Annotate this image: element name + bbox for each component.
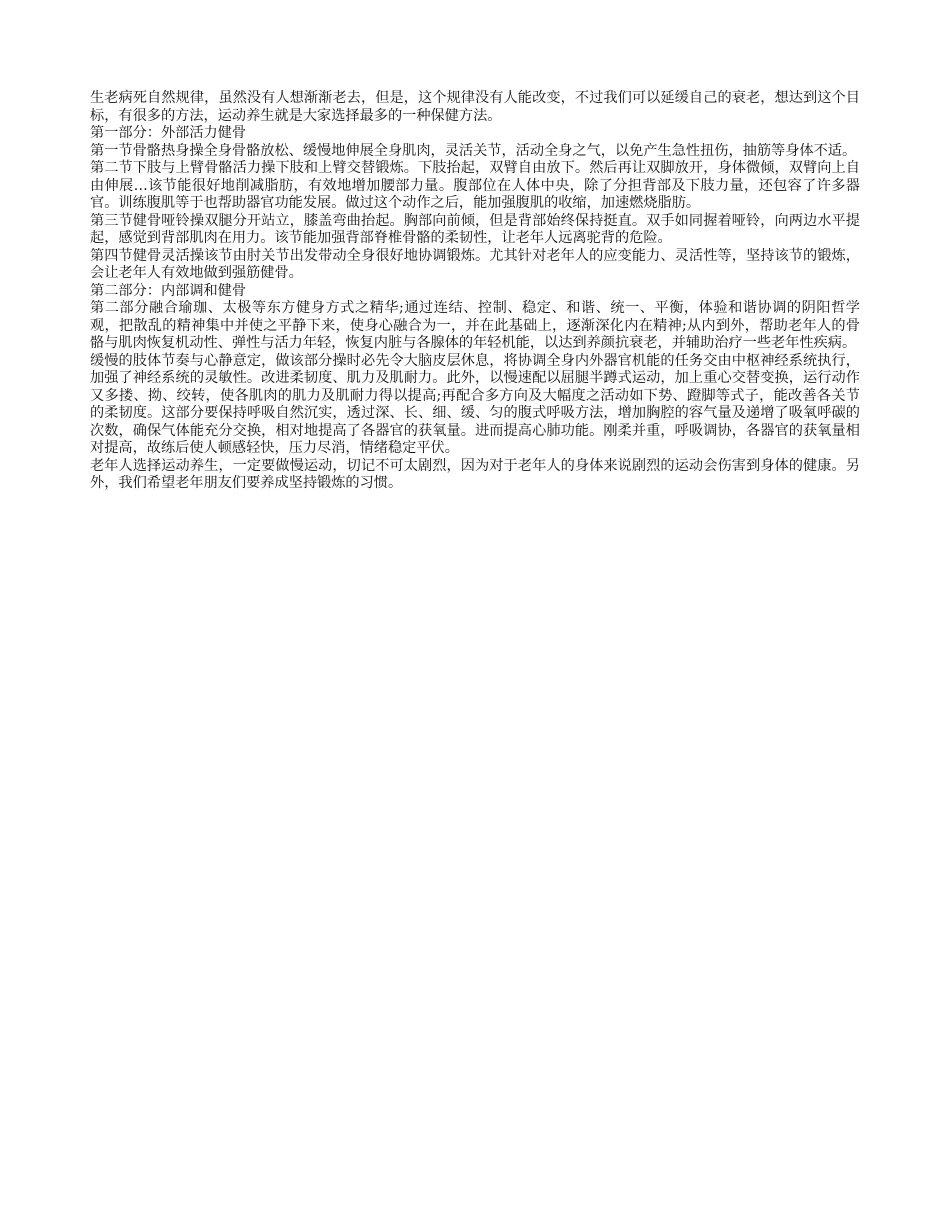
paragraph-section-1: 第一节骨骼热身操全身骨骼放松、缓慢地伸展全身肌肉，灵活关节，活动全身之气，以免产生急性扭伤，抽筋等身体不适。 <box>90 142 857 159</box>
section-heading-part-one: 第一部分：外部活力健骨 <box>90 125 247 141</box>
paragraph-section-3: 第三节健骨哑铃操双腿分开站立，膝盖弯曲抬起。胸部向前倾，但是背部始终保持挺直。双手如同握着哑铃，向两边水平提起，感觉到背部肌肉在用力。该节能加强背部脊椎骨骼的柔韧性，让老年人远离驼背的危险。 <box>90 212 860 246</box>
paragraph-conclusion: 老年人选择运动养生，一定要做慢运动，切记不可太剧烈，因为对于老年人的身体来说剧烈的运动会伤害到身体的健康。另外，我们希望老年朋友们要养成坚持锻炼的习惯。 <box>90 457 860 491</box>
paragraph-slow-movement: 缓慢的肢体节奏与心静意定，做该部分操时必先令大脑皮层休息，将协调全身内外器官机能的任务交由中枢神经系统执行，加强了神经系统的灵敏性。改进柔韧度、肌力及肌耐力。此外，以慢速配以屈腿半蹲式运动，加上重心交替变换，运行动作又多搂、拗、绞转，使各肌肉的肌力及肌耐力得以提高;再配合多方向及大幅度之活动如下势、蹬脚等式子，能改善各关节的柔韧度。这部分要保持呼吸自然沉实，透过深、长、细、缓、匀的腹式呼吸方法，增加胸腔的容气量及递增了吸氧呼碳的次数，确保气体能充分交换，相对地提高了各器官的获氧量。进而提高心肺功能。刚柔并重，呼吸调协，各器官的获氧量相对提高，故练后使人顿感轻快，压力尽消，情绪稳定平伏。 <box>90 352 860 456</box>
document-page <box>90 90 860 493</box>
paragraph-part-two-intro: 第二部分融合瑜珈、太极等东方健身方式之精华;通过连结、控制、稳定、和谐、统一、平衡，体验和谐协调的阴阳哲学观，把散乱的精神集中并使之平静下来，使身心融合为一，并在此基础上，逐渐深化内在精神;从内到外，帮助老年人的骨骼与肌肉恢复机动性、弹性与活力年轻，恢复内脏与各腺体的年轻机能，以达到养颜抗衰老，并辅助治疗一些老年性疾病。 <box>90 300 860 351</box>
paragraph-section-2: 第二节下肢与上臂骨骼活力操下肢和上臂交替锻炼。下肢抬起，双臂自由放下。然后再让双脚放开，身体微倾，双臂向上自由伸展…该节能很好地削减脂肪，有效地增加腰部力量。腹部位在人体中央，除了分担背部及下肢力量，还包容了许多器官。训练腹肌等于也帮助器官功能发展。做过这个动作之后，能加强腹肌的收缩，加速燃烧脂肪。 <box>90 160 860 211</box>
intro-paragraph: 生老病死自然规律，虽然没有人想渐渐老去，但是，这个规律没有人能改变，不过我们可以延缓自己的衰老，想达到这个目标，有很多的方法，运动养生就是大家选择最多的一种保健方法。 <box>90 90 860 124</box>
section-heading-part-two: 第二部分：内部调和健骨 <box>90 282 247 299</box>
paragraph-section-4: 第四节健骨灵活操该节由肘关节出发带动全身很好地协调锻炼。尤其针对老年人的应变能力、灵活性等，坚持该节的锻炼，会让老年人有效地做到强筋健骨。 <box>90 247 860 281</box>
